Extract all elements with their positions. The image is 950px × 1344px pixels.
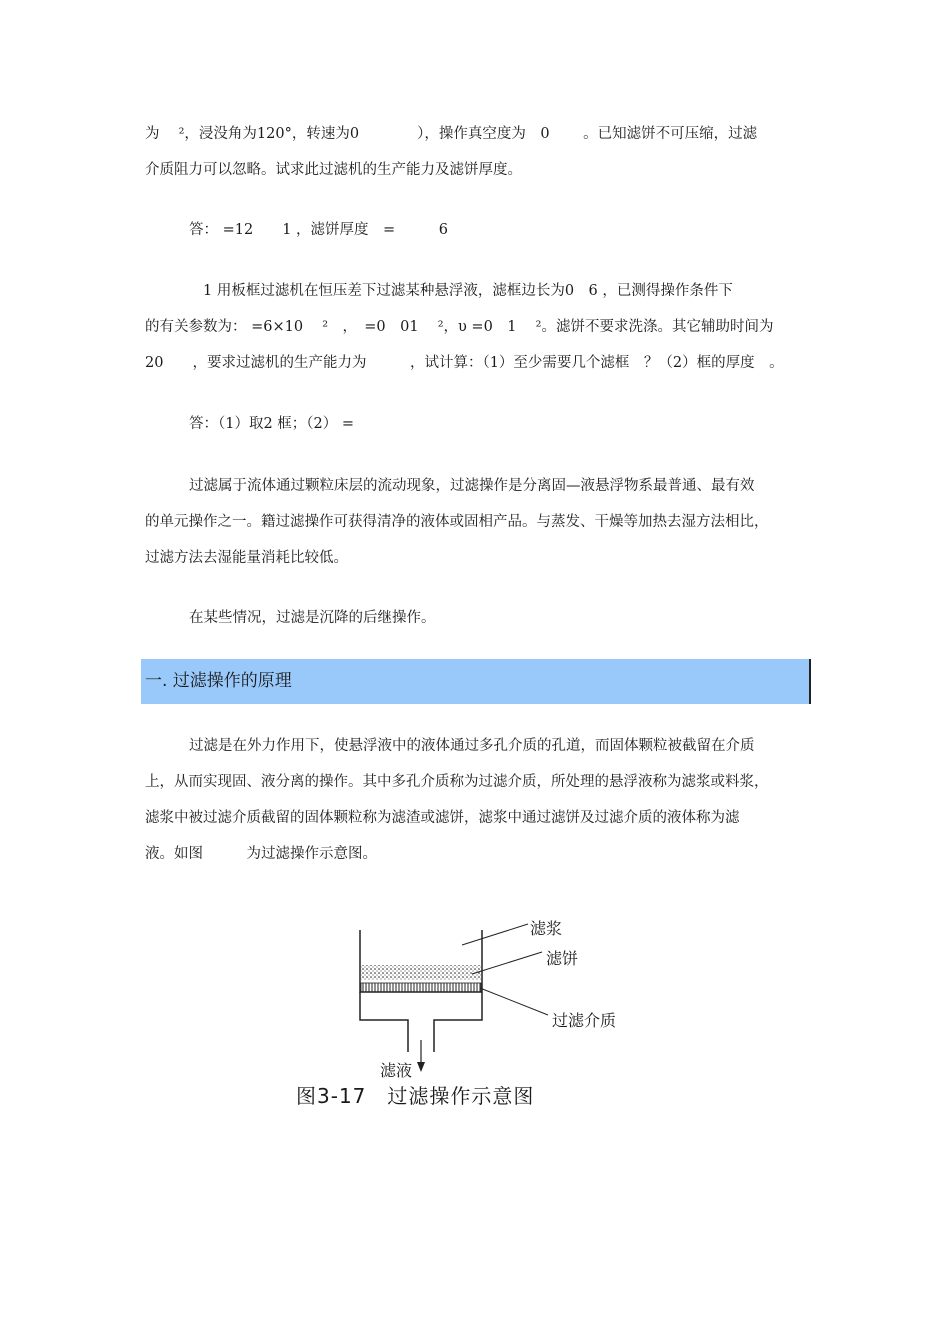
text-line: 1 用板框过滤机在恒压差下过滤某种悬浮液，滤框边长为0 6 ，已测得操作条件下: [203, 283, 733, 299]
label-slurry: 滤浆: [530, 919, 563, 938]
text-line: 滤浆中被过滤介质截留的固体颗粒称为滤渣或滤饼，滤浆中通过滤饼及过滤介质的液体称为滤: [145, 810, 740, 826]
text-line: 过滤方法去湿能量消耗比较低。: [145, 550, 348, 566]
text-line: 20 ，要求过滤机的生产能力为 ，试计算：（1）至少需要几个滤框 ？（2）框的厚度 。: [145, 355, 784, 371]
text-line: 过滤属于流体通过颗粒床层的流动现象，过滤操作是分离固—液悬浮物系最普通、最有效: [189, 478, 755, 494]
text-line: 上，从而实现固、液分离的操作。其中多孔介质称为过滤介质，所处理的悬浮液称为滤浆或料浆，: [145, 774, 769, 790]
paragraph-rotary-filter-problem: [145, 116, 815, 188]
text-line: 的单元操作之一。籍过滤操作可获得清净的液体或固相产品。与蒸发、干燥等加热去湿方法相比，: [145, 514, 769, 530]
paragraph-plate-frame-problem: [145, 273, 815, 381]
paragraph-filtration-intro: [145, 468, 815, 576]
filter-medium-layer: [361, 983, 481, 992]
answer-1: [145, 212, 859, 248]
label-filtrate: 滤液: [380, 1061, 413, 1080]
vessel-lower-wall: [360, 992, 408, 1052]
text-line: 液。如图 为过滤操作示意图。: [145, 846, 377, 862]
answer-text: 答： =12 1 ，滤饼厚度 = 6: [189, 222, 448, 238]
slurry-leader-line: [462, 924, 528, 945]
text-line: 介质阻力可以忽略。试求此过滤机的生产能力及滤饼厚度。: [145, 162, 522, 178]
text-line: 过滤是在外力作用下，使悬浮液中的液体通过多孔介质的孔道，而固体颗粒被截留在介质: [189, 738, 755, 754]
label-filter-cake: 滤饼: [546, 949, 579, 968]
figure-caption: 图3-17 过滤操作示意图: [296, 1084, 535, 1108]
label-filter-medium: 过滤介质: [552, 1011, 617, 1030]
text-line: 在某些情况，过滤是沉降的后继操作。: [189, 610, 436, 626]
paragraph-filtration-principle: [145, 728, 815, 872]
medium-leader-line: [480, 988, 548, 1015]
text-line: 的有关参数为： =6×10 ² ， =0 01 ²，υ =0 1 ²。滤饼不要求洗涤。其它辅助时间为: [145, 319, 774, 335]
vessel-lower-wall-right: [434, 992, 482, 1052]
filter-cake-layer: [361, 965, 481, 980]
filtrate-arrow-head: [417, 1062, 425, 1072]
paragraph-sedimentation-note: [145, 600, 859, 636]
text-line: 为 ²，浸没角为120°，转速为0 ），操作真空度为 0 。已知滤饼不可压缩，过滤: [145, 126, 758, 142]
answer-text: 答：（1）取2 框；（2） =: [189, 416, 355, 432]
section-heading: 一. 过滤操作的原理: [141, 659, 811, 704]
answer-2: [145, 406, 859, 442]
